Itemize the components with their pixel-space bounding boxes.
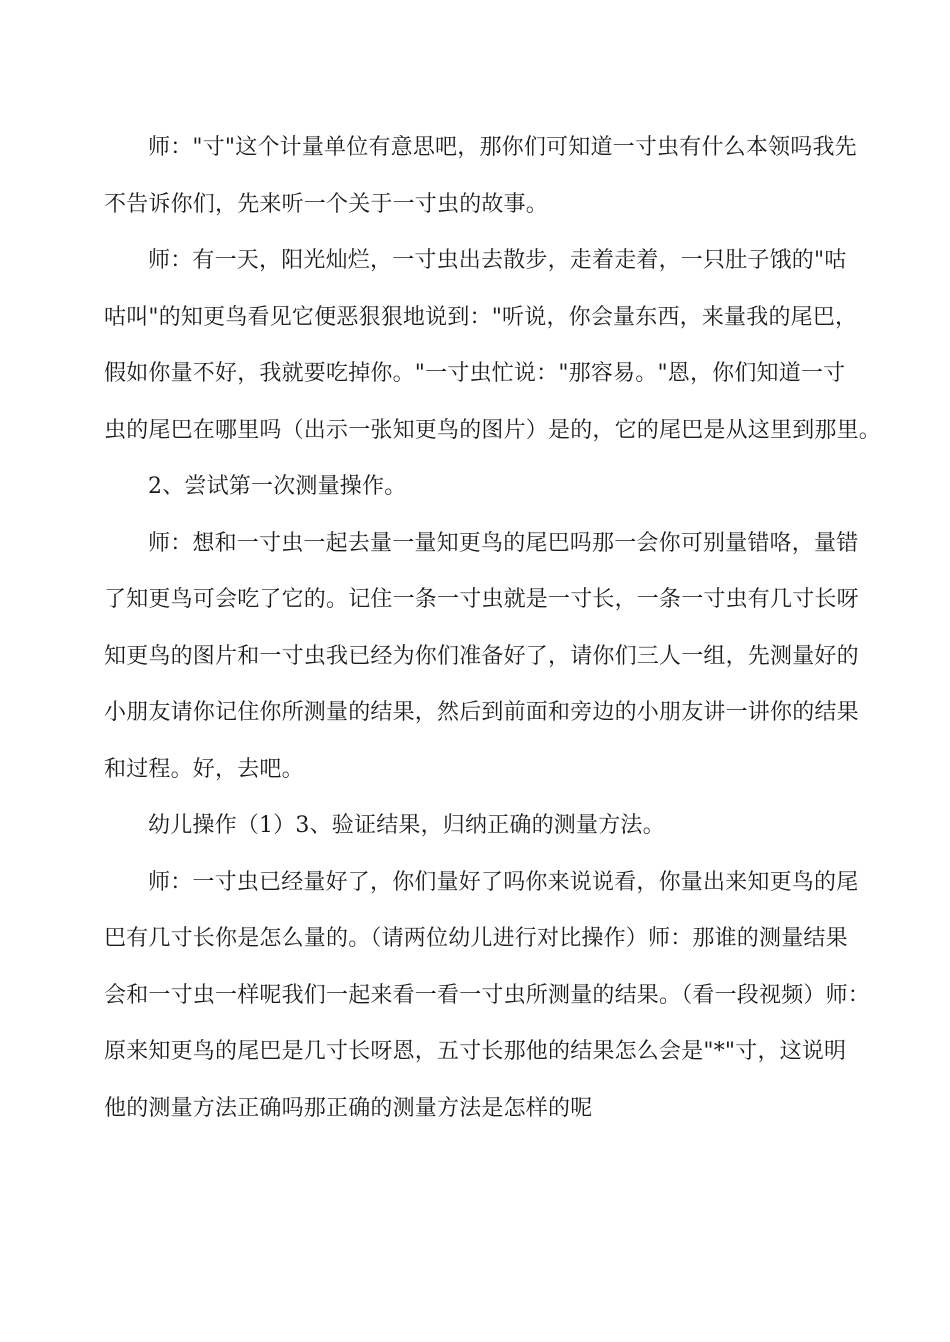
text-line: 原来知更鸟的尾巴是几寸长呀恩，五寸长那他的结果怎么会是"*"寸，这说明 [104,1039,847,1064]
text-line: 了知更鸟可会吃了它的。记住一条一寸虫就是一寸长，一条一寸虫有几寸长呀 [104,587,859,612]
text-line: 知更鸟的图片和一寸虫我已经为你们准备好了，请你们三人一组，先测量好的 [104,644,859,669]
text-line: 会和一寸虫一样呢我们一起来看一看一寸虫所测量的结果。（看一段视频）师： [104,983,871,1008]
text-line: 师：想和一寸虫一起去量一量知更鸟的尾巴吗那一会你可别量错咯，量错 [148,531,859,556]
section-heading: 2、尝试第一次测量操作。 [148,474,407,499]
text-line: 虫的尾巴在哪里吗（出示一张知更鸟的图片）是的，它的尾巴是从这里到那里。 [104,418,882,443]
text-line: 不告诉你们，先来听一个关于一寸虫的故事。 [104,192,549,217]
text-line: 师：有一天，阳光灿烂，一寸虫出去散步，走着走着，一只肚子饿的"咕 [148,248,847,273]
text-line: 师："寸"这个计量单位有意思吧，那你们可知道一寸虫有什么本领吗我先 [148,135,857,160]
text-line: 咕叫"的知更鸟看见它便恶狠狠地说到："听说，你会量东西，来量我的尾巴， [104,305,858,330]
text-line: 师：一寸虫已经量好了，你们量好了吗你来说说看，你量出来知更鸟的尾 [148,870,859,895]
text-line: 假如你量不好，我就要吃掉你。"一寸虫忙说："那容易。"恩，你们知道一寸 [104,361,846,386]
text-line: 他的测量方法正确吗那正确的测量方法是怎样的呢 [104,1096,593,1121]
text-line: 巴有几寸长你是怎么量的。（请两位幼儿进行对比操作）师：那谁的测量结果 [104,926,848,951]
section-heading: 幼儿操作（1）3、验证结果，归纳正确的测量方法。 [148,813,665,838]
text-line: 和过程。好，去吧。 [104,757,304,782]
text-line: 小朋友请你记住你所测量的结果，然后到前面和旁边的小朋友讲一讲你的结果 [104,700,859,725]
